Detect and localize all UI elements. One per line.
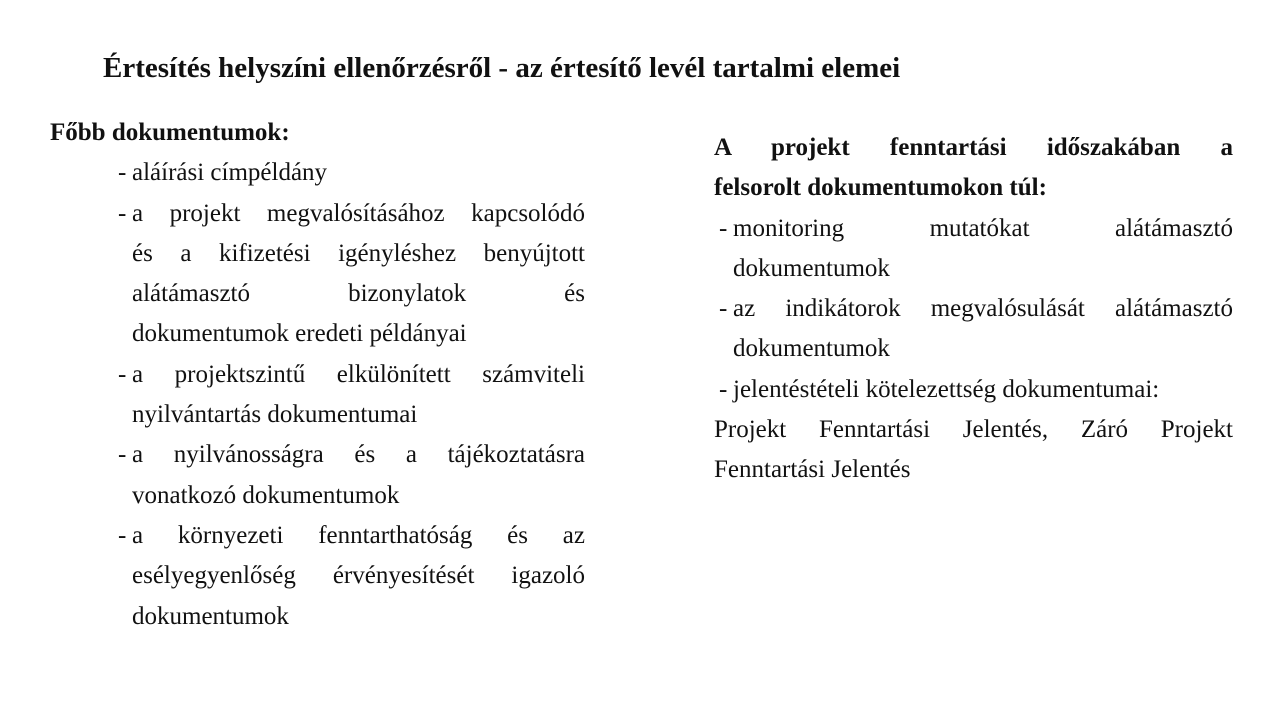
text-line: aláírási címpéldány [132, 159, 328, 187]
text-line: felsorolt dokumentumokon túl: [714, 174, 1047, 202]
text-line: dokumentumok eredeti példányai [132, 320, 467, 348]
maintenance-period-heading [714, 128, 1233, 209]
text-line: a projektszintű elkülönített számviteli [132, 360, 585, 388]
text-line: a környezeti fenntarthatóság és az [132, 521, 585, 549]
bullet-dash: - [118, 441, 127, 469]
bullet-dash: - [118, 521, 127, 549]
text-line: nyilvántartás dokumentumai [132, 401, 418, 429]
list-item [118, 153, 585, 193]
bullet-dash: - [719, 375, 728, 403]
list-item [118, 516, 585, 637]
text-line: dokumentumok [132, 602, 289, 630]
list-item [118, 194, 585, 355]
list-item [118, 435, 585, 516]
text-line: monitoring mutatókat alátámasztó [733, 214, 1233, 242]
text-line: alátámasztó bizonylatok és [132, 280, 585, 308]
list-item [719, 370, 1233, 410]
text-line: Projekt Fenntartási Jelentés, Záró Projekt [714, 416, 1233, 444]
main-documents-column [50, 113, 585, 637]
text-line: dokumentumok [733, 254, 890, 282]
text-line: vonatkozó dokumentumok [132, 481, 400, 509]
text-line: jelentéstételi kötelezettség dokumentumai: [733, 375, 1160, 403]
bullet-dash: - [118, 159, 127, 187]
list-item [118, 355, 585, 436]
text-line: az indikátorok megvalósulását alátámasztó [733, 295, 1233, 323]
report-names [714, 410, 1233, 491]
main-documents-list [50, 153, 585, 637]
list-item [719, 209, 1233, 290]
text-line: Fenntartási Jelentés [714, 456, 911, 484]
bullet-dash: - [118, 199, 127, 227]
list-item [719, 289, 1233, 370]
slide-title: Értesítés helyszíni ellenőrzésről - az értesítő levél tartalmi elemei [103, 52, 901, 84]
text-line: esélyegyenlőség érvényesítését igazoló [132, 562, 585, 590]
bullet-dash: - [719, 214, 728, 242]
text-line: dokumentumok [733, 335, 890, 363]
main-documents-heading: Főbb dokumentumok: [50, 119, 290, 146]
text-line: a projekt megvalósításához kapcsolódó [132, 199, 585, 227]
text-line: a nyilvánosságra és a tájékoztatásra [132, 441, 585, 469]
maintenance-period-column [714, 128, 1233, 491]
bullet-dash: - [719, 295, 728, 323]
bullet-dash: - [118, 360, 127, 388]
text-line: és a kifizetési igényléshez benyújtott [132, 239, 585, 267]
maintenance-documents-list [714, 209, 1233, 410]
text-line: A projekt fenntartási időszakában a [714, 134, 1233, 161]
